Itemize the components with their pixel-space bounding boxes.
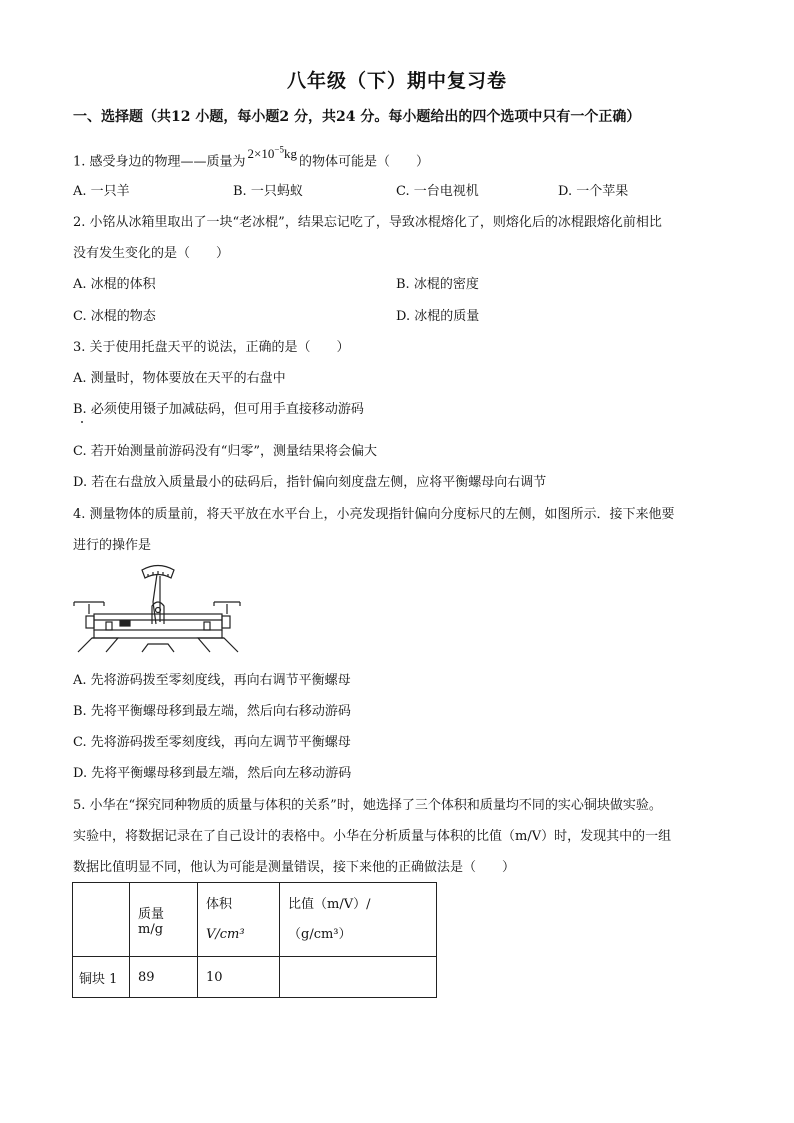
table-header-mass: 质量 m/g	[130, 883, 198, 957]
question-3-option-c[interactable]: C. 若开始测量前游码没有“归零”，测量结果将会偏大	[73, 444, 378, 459]
table-cell: 铜块 1	[73, 957, 130, 998]
question-4-option-a[interactable]: A. 先将游码拨至零刻度线，再向右调节平衡螺母	[73, 673, 351, 688]
question-2-option-b[interactable]: B. 冰棍的密度	[396, 277, 479, 292]
question-1-text-before: 1. 感受身边的物理——质量为	[73, 154, 246, 170]
question-1-option-d[interactable]: D. 一个苹果	[558, 184, 629, 199]
question-3-option-d[interactable]: D. 若在右盘放入质量最小的砝码后，指针偏向刻度盘左侧，应将平衡螺母向右调节	[73, 475, 547, 490]
question-1-stem	[73, 145, 429, 170]
table-header-ratio	[280, 883, 437, 957]
ratio-unit: （g/cm³）	[288, 926, 352, 942]
question-1-option-b[interactable]: B. 一只蚂蚁	[233, 184, 303, 199]
formula-base: 2×10	[247, 146, 275, 162]
table-cell: 89	[130, 957, 198, 998]
table-header-volume	[198, 883, 280, 957]
question-3-stem: 3. 关于使用托盘天平的说法，正确的是（ ）	[73, 340, 350, 355]
table-cell: 10	[198, 957, 280, 998]
question-1-option-c[interactable]: C. 一台电视机	[396, 184, 479, 199]
page-title: 八年级（下）期中复习卷	[286, 70, 507, 92]
question-5-line-1: 5. 小华在“探究同种物质的质量与体积的关系”时，她选择了三个体积和质量均不同的实心铜块做实验。	[73, 798, 662, 813]
question-3-option-a[interactable]: A. 测量时，物体要放在天平的右盘中	[73, 371, 286, 386]
volume-unit: V/cm³	[206, 926, 245, 942]
ratio-label: 比值（m/V）/	[288, 896, 371, 912]
balance-scale-figure	[72, 562, 244, 662]
question-4-option-c[interactable]: C. 先将游码拨至零刻度线，再向左调节平衡螺母	[73, 735, 351, 750]
question-4-line-2: 进行的操作是	[73, 538, 152, 553]
question-3-option-b[interactable]: B. 必须使用镊子加减砝码，但可用手直接移动游码	[73, 402, 364, 417]
question-4-option-b[interactable]: B. 先将平衡螺母移到最左端，然后向右移动游码	[73, 704, 351, 719]
question-2-line-1: 2. 小铭从冰箱里取出了一块“老冰棍”，结果忘记吃了，导致冰棍熔化了，则熔化后的冰棍跟熔化前相比	[73, 215, 662, 230]
table-header-cell	[73, 883, 130, 957]
stray-dot	[81, 421, 83, 423]
data-table	[72, 882, 437, 998]
question-2-option-c[interactable]: C. 冰棍的物态	[73, 309, 156, 324]
question-1-option-a[interactable]: A. 一只羊	[73, 184, 130, 199]
question-1-text-after: 的物体可能是（ ）	[298, 154, 429, 170]
question-2-option-a[interactable]: A. 冰棍的体积	[73, 277, 156, 292]
table-row	[73, 957, 437, 998]
formula-exponent: −5	[274, 145, 284, 155]
question-4-option-d[interactable]: D. 先将平衡螺母移到最左端，然后向左移动游码	[73, 766, 352, 781]
table-header-row	[73, 883, 437, 957]
question-5-line-3: 数据比值明显不同，他认为可能是测量错误，接下来他的正确做法是（ ）	[73, 860, 516, 875]
question-2-option-d[interactable]: D. 冰棍的质量	[396, 309, 480, 324]
formula-unit: kg	[283, 146, 297, 162]
mass-formula	[248, 146, 297, 161]
volume-label: 体积	[206, 896, 233, 912]
table-cell	[280, 957, 437, 998]
section-heading: 一、选择题（共12 小题，每小题2 分，共24 分。每小题给出的四个选项中只有一个正确）	[73, 109, 641, 125]
question-5-line-2: 实验中，将数据记录在了自己设计的表格中。小华在分析质量与体积的比值（m/V）时，发现其中的一组	[73, 829, 672, 844]
question-2-line-2: 没有发生变化的是（ ）	[73, 246, 230, 261]
question-4-line-1: 4. 测量物体的质量前，将天平放在水平台上，小亮发现指针偏向分度标尺的左侧，如图所示．接下来他要	[73, 507, 675, 522]
